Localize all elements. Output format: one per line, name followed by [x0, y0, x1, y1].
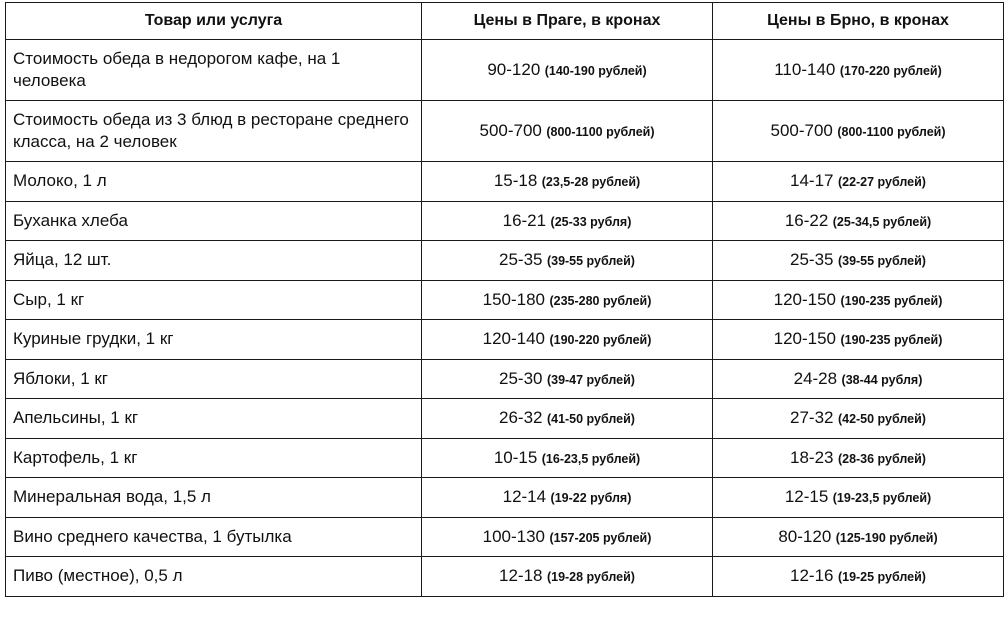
price-table [5, 2, 1004, 597]
brno-price-rubles: (19-23,5 рублей) [832, 491, 932, 506]
brno-price-kronas: 25-35 [790, 250, 834, 270]
item-name: Пиво (местное), 0,5 л [6, 557, 422, 597]
prague-price [422, 320, 713, 360]
brno-price-kronas: 120-150 [773, 329, 836, 349]
brno-price-rubles: (28-36 рублей) [837, 451, 926, 466]
brno-price [713, 478, 1004, 518]
brno-price-rubles: (170-220 рублей) [839, 64, 942, 78]
table-row [6, 241, 1004, 281]
item-name: Молоко, 1 л [6, 162, 422, 202]
prague-price-rubles: (39-55 рублей) [546, 254, 635, 269]
prague-price [422, 359, 713, 399]
table-row [6, 201, 1004, 241]
brno-price [713, 557, 1004, 597]
prague-price-kronas: 12-14 [502, 487, 547, 507]
table-row [6, 399, 1004, 439]
prague-price-kronas: 25-35 [499, 250, 543, 270]
table-row [6, 478, 1004, 518]
prague-price-kronas: 26-32 [499, 408, 543, 428]
prague-price [422, 438, 713, 478]
prague-price-rubles: (140-190 рублей) [544, 64, 647, 78]
brno-price-rubles: (22-27 рублей) [837, 175, 926, 190]
prague-price-rubles: (19-28 рублей) [546, 570, 635, 585]
item-name: Картофель, 1 кг [6, 438, 422, 478]
table-row [6, 40, 1004, 101]
prague-price-kronas: 16-21 [502, 210, 547, 230]
item-name: Буханка хлеба [6, 201, 422, 241]
brno-price-kronas: 14-17 [790, 171, 834, 191]
prague-price-kronas: 500-700 [479, 121, 542, 140]
table-row [6, 557, 1004, 597]
brno-price-rubles: (800-1100 рублей) [837, 125, 946, 139]
prague-price-kronas: 100-130 [482, 526, 545, 546]
brno-price-rubles: (190-235 рублей) [840, 293, 943, 308]
item-name: Апельсины, 1 кг [6, 399, 422, 439]
table-row [6, 101, 1004, 162]
brno-price-kronas: 12-15 [784, 487, 829, 507]
brno-price-rubles: (190-235 рублей) [840, 333, 943, 348]
prague-price-rubles: (157-205 рублей) [549, 530, 652, 545]
brno-price [713, 320, 1004, 360]
item-name: Минеральная вода, 1,5 л [6, 478, 422, 518]
prague-price [422, 241, 713, 281]
header-prague: Цены в Праге, в кронах [422, 3, 713, 40]
prague-price-kronas: 90-120 [487, 60, 541, 79]
brno-price [713, 280, 1004, 320]
prague-price [422, 162, 713, 202]
brno-price-kronas: 12-16 [790, 566, 834, 586]
prague-price-kronas: 15-18 [493, 171, 538, 191]
prague-price-rubles: (190-220 рублей) [549, 333, 652, 348]
table-row [6, 320, 1004, 360]
prague-price-rubles: (23,5-28 рублей) [541, 175, 641, 190]
item-name: Вино среднего качества, 1 бутылка [6, 517, 422, 557]
brno-price [713, 399, 1004, 439]
prague-price-rubles: (16-23,5 рублей) [541, 451, 641, 466]
prague-price-kronas: 150-180 [482, 289, 545, 309]
item-name: Стоимость обеда из 3 блюд в ресторане среднего класса, на 2 человек [6, 101, 422, 162]
item-name: Сыр, 1 кг [6, 280, 422, 320]
prague-price-rubles: (800-1100 рублей) [546, 125, 655, 139]
prague-price-kronas: 12-18 [499, 566, 543, 586]
brno-price-rubles: (19-25 рублей) [837, 570, 926, 585]
table-row [6, 359, 1004, 399]
brno-price-kronas: 110-140 [774, 60, 836, 79]
item-name: Яйца, 12 шт. [6, 241, 422, 281]
brno-price-rubles: (42-50 рублей) [837, 412, 926, 427]
brno-price-rubles: (25-34,5 рублей) [832, 214, 932, 229]
prague-price [422, 517, 713, 557]
brno-price [713, 517, 1004, 557]
brno-price-rubles: (38-44 рубля) [841, 372, 923, 387]
brno-price [713, 162, 1004, 202]
prague-price [422, 101, 713, 162]
brno-price-kronas: 27-32 [790, 408, 834, 428]
brno-price [713, 438, 1004, 478]
header-item: Товар или услуга [6, 3, 422, 40]
prague-price-rubles: (25-33 рубля) [550, 214, 632, 229]
brno-price-kronas: 24-28 [793, 368, 838, 388]
item-name: Стоимость обеда в недорогом кафе, на 1 человека [6, 40, 422, 101]
table-header-row [6, 3, 1004, 40]
brno-price-rubles: (125-190 рублей) [835, 530, 938, 545]
prague-price-rubles: (41-50 рублей) [546, 412, 635, 427]
brno-price [713, 241, 1004, 281]
prague-price-rubles: (39-47 рублей) [546, 372, 635, 387]
brno-price [713, 201, 1004, 241]
header-brno: Цены в Брно, в кронах [713, 3, 1004, 40]
brno-price-kronas: 18-23 [790, 447, 834, 467]
table-body [6, 40, 1004, 597]
item-name: Яблоки, 1 кг [6, 359, 422, 399]
prague-price-kronas: 120-140 [482, 329, 545, 349]
table-row [6, 517, 1004, 557]
table-row [6, 438, 1004, 478]
prague-price [422, 201, 713, 241]
brno-price-kronas: 120-150 [773, 289, 836, 309]
brno-price-rubles: (39-55 рублей) [837, 254, 926, 269]
prague-price-kronas: 25-30 [499, 368, 543, 388]
item-name: Куриные грудки, 1 кг [6, 320, 422, 360]
prague-price [422, 40, 713, 101]
table-row [6, 280, 1004, 320]
prague-price-rubles: (19-22 рубля) [550, 491, 632, 506]
prague-price [422, 478, 713, 518]
brno-price-kronas: 80-120 [778, 526, 832, 546]
prague-price [422, 280, 713, 320]
table-row [6, 162, 1004, 202]
prague-price [422, 557, 713, 597]
prague-price-rubles: (235-280 рублей) [549, 293, 652, 308]
brno-price [713, 101, 1004, 162]
brno-price [713, 359, 1004, 399]
brno-price [713, 40, 1004, 101]
prague-price [422, 399, 713, 439]
prague-price-kronas: 10-15 [493, 447, 538, 467]
brno-price-kronas: 500-700 [770, 121, 833, 140]
brno-price-kronas: 16-22 [784, 210, 829, 230]
